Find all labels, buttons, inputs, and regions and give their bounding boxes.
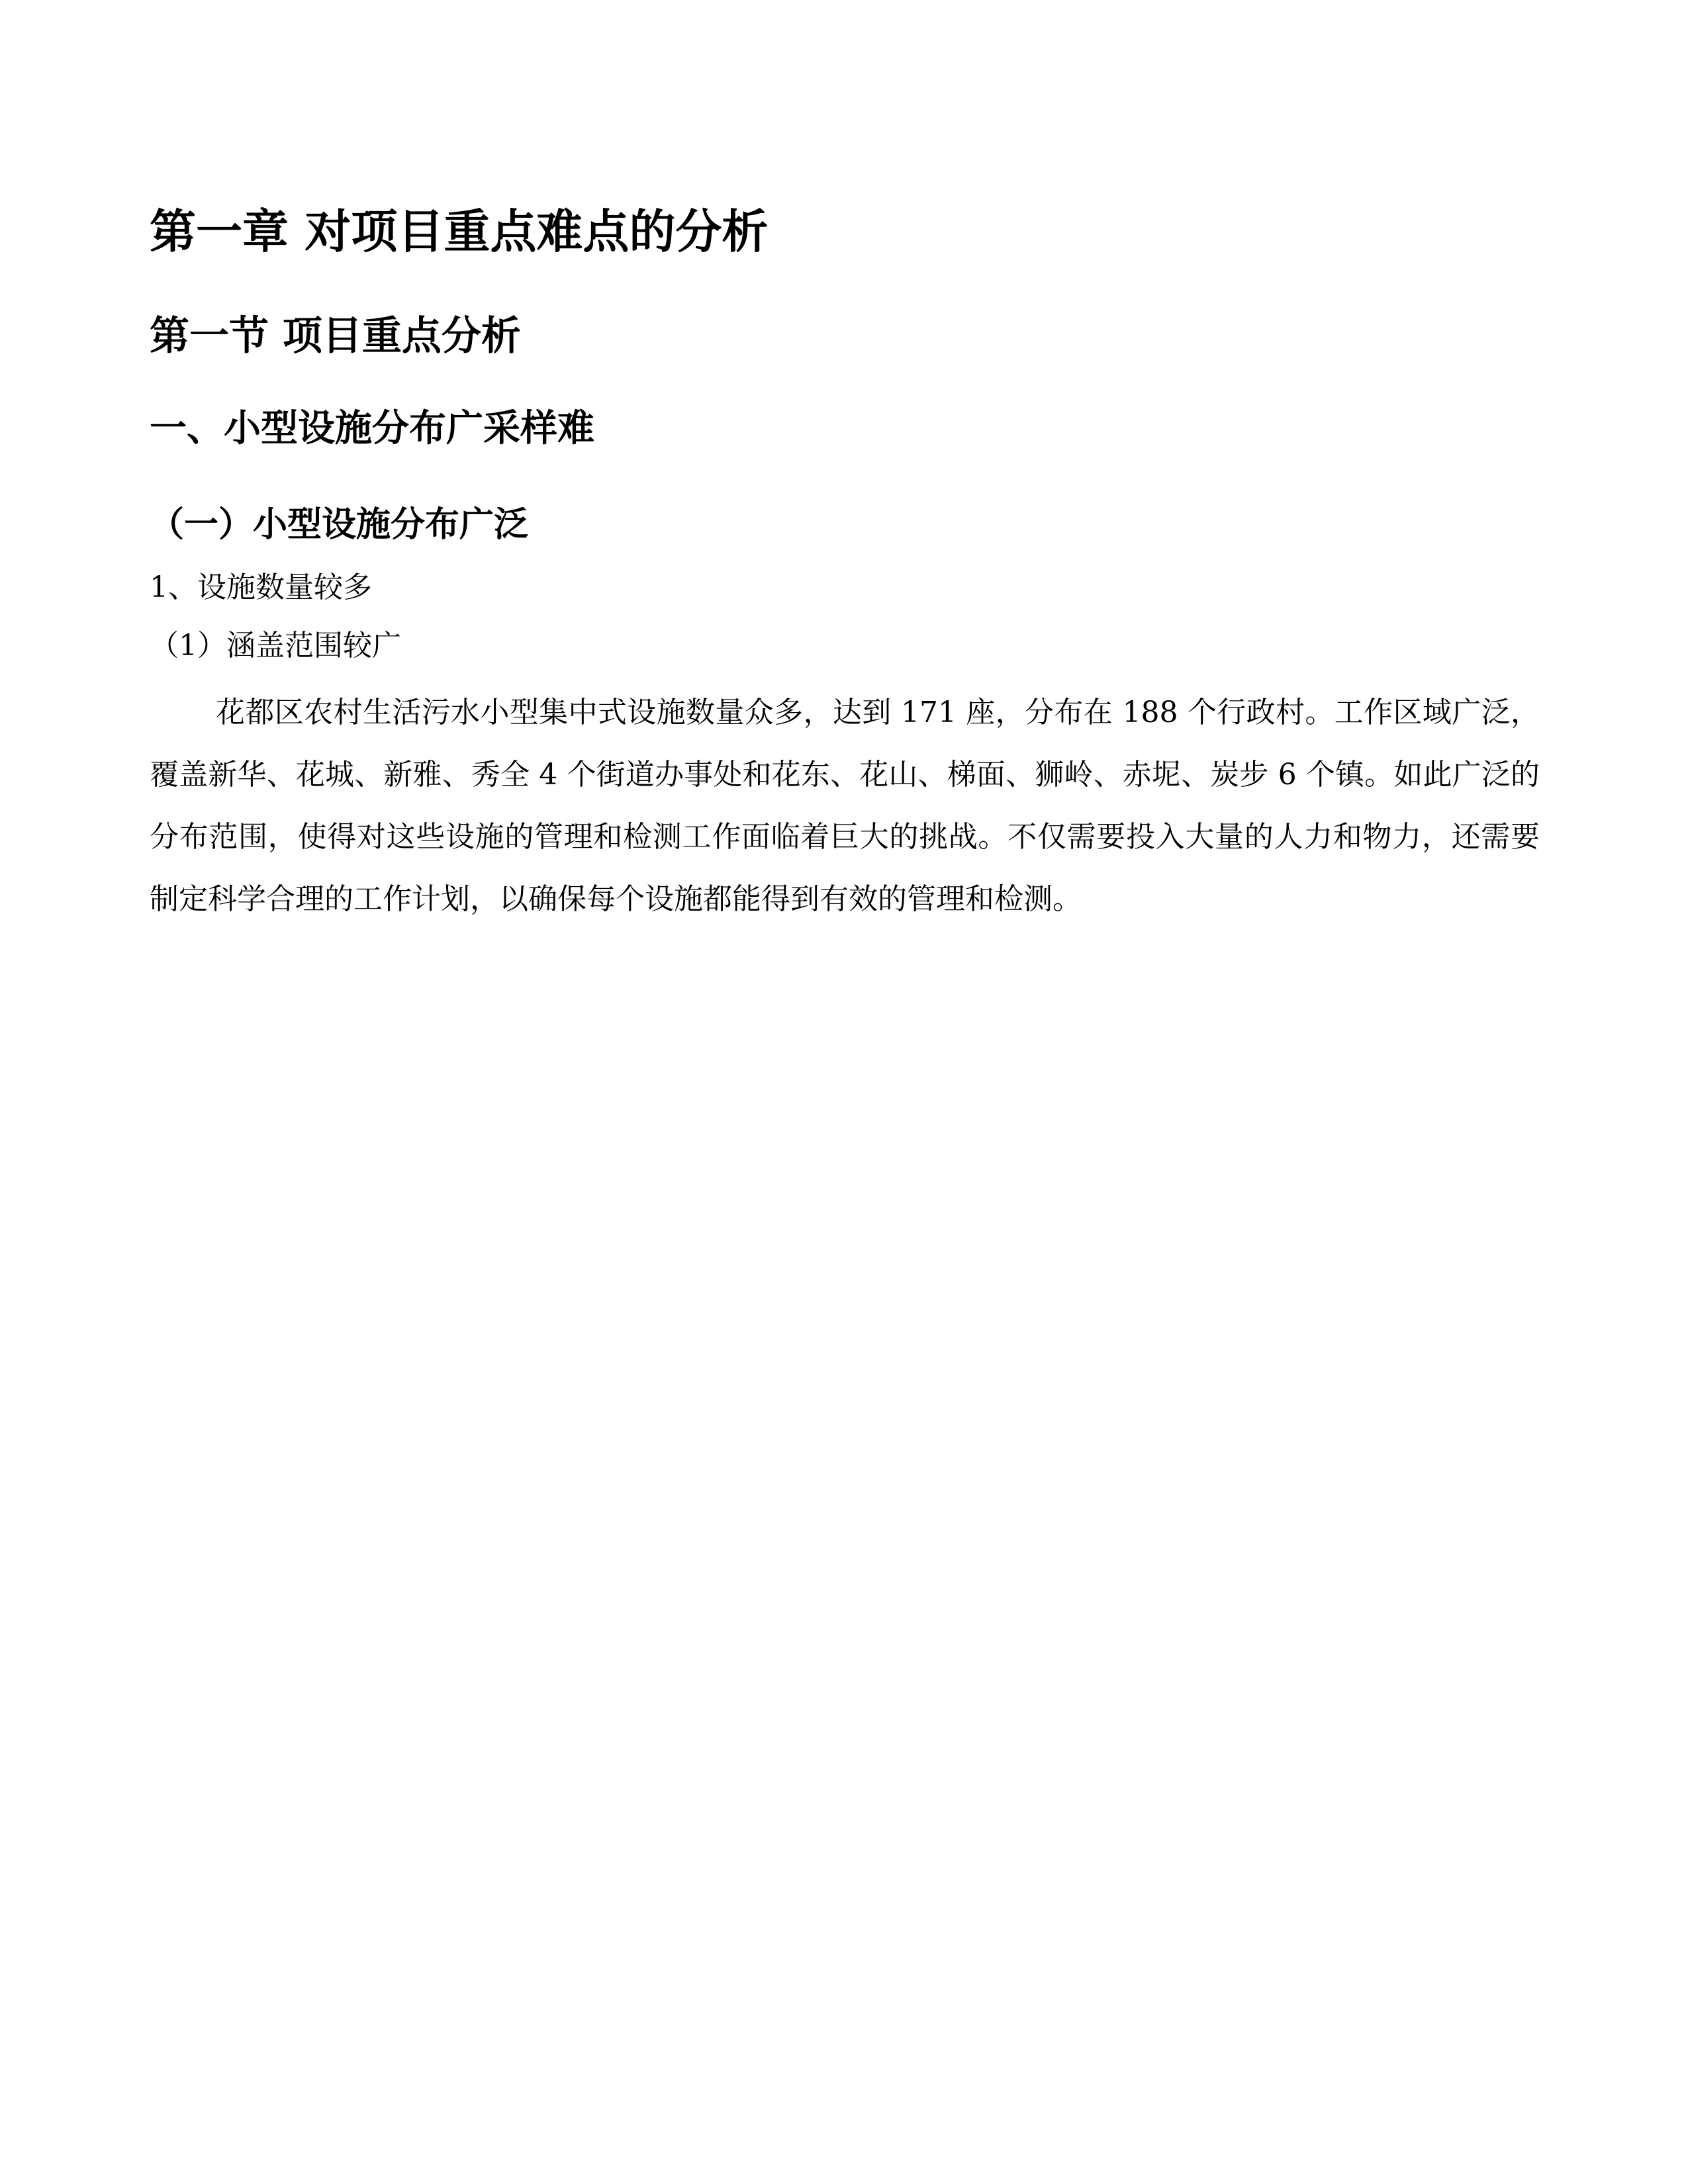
sub-subsection-title: （一）小型设施分布广泛 [150,504,529,545]
body-paragraph: 花都区农村生活污水小型集中式设施数量众多，达到 171 座，分布在 188 个行政村。工作区域广泛，覆盖新华、花城、新雅、秀全 4 个街道办事处和花东、花山、梯面、狮岭、赤坭、炭步 6 个镇。如此广泛的分布范围，使得对这些设施的管理和检测工作面临着巨大的挑战。不仅需要投入大量的人力和物力，还需要制定科学合理的工作计划，以确保每个设施都能得到有效的管理和检测。 [150,696,1540,916]
section-title: 第一节 项目重点分析 [150,313,521,359]
subsection-title: 一、小型设施分布广采样难 [150,407,594,450]
item-heading: 1、设施数量较多 [150,570,372,604]
chapter-title: 第一章 对项目重点难点的分析 [150,205,769,259]
sub-item-heading: （1）涵盖范围较广 [150,629,401,662]
